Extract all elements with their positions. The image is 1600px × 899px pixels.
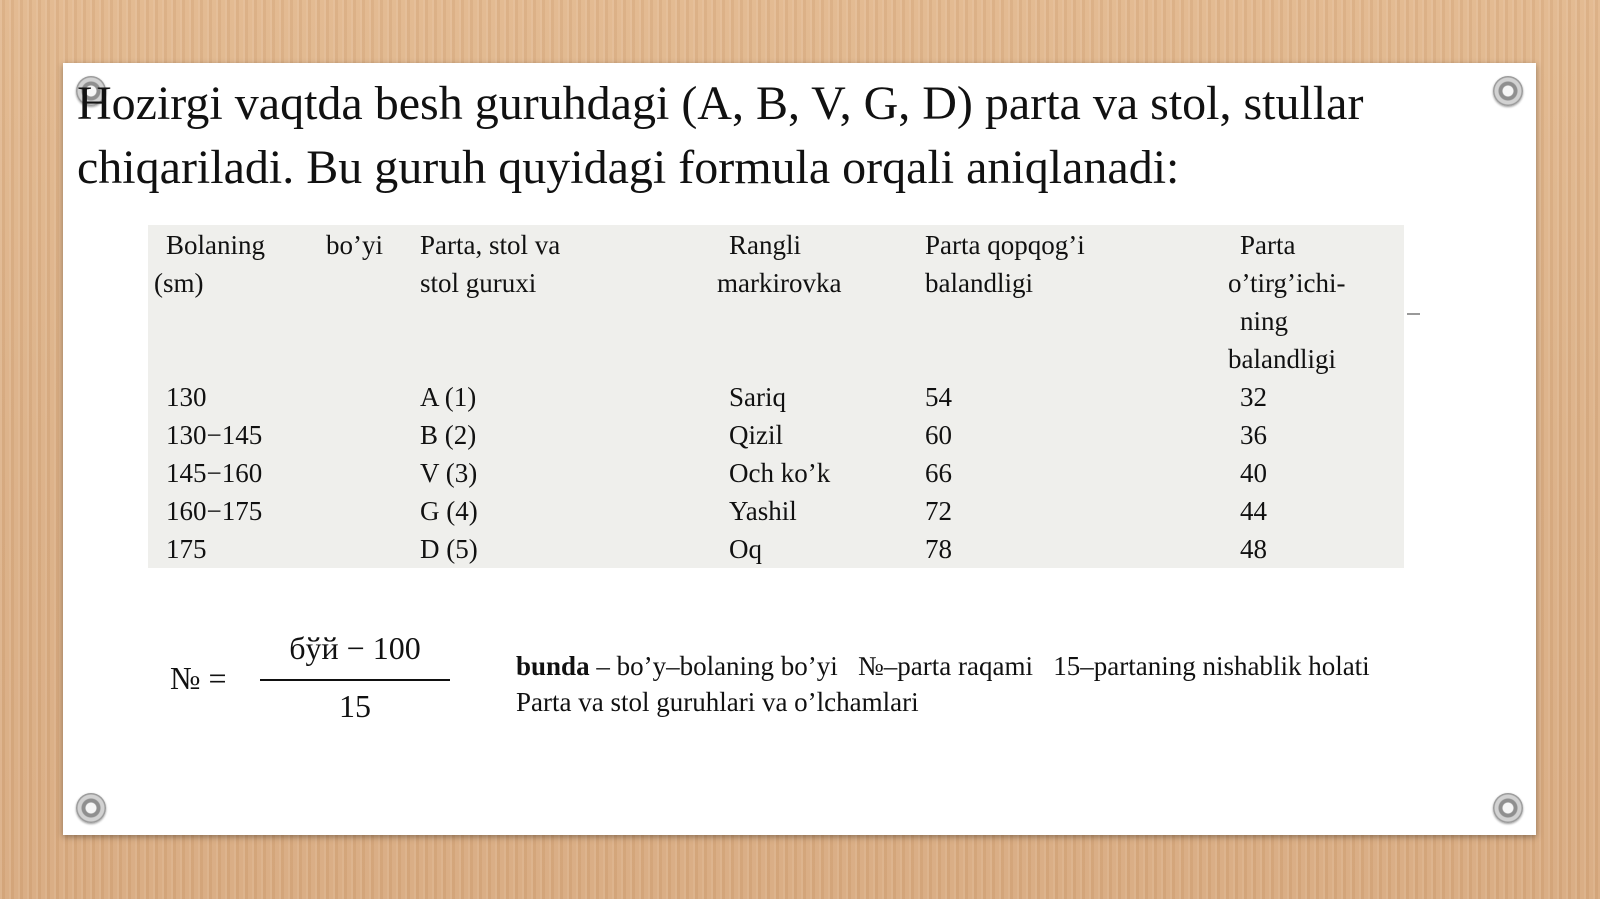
table-cell: V (3) xyxy=(420,458,478,488)
table-cell: Yashil xyxy=(729,496,797,526)
table-cell: 48 xyxy=(1240,534,1267,564)
desk-number-formula xyxy=(170,630,460,730)
note-legend: – bo’y–bolaning bo’yi №–parta raqami 15–partaning nishablik holati xyxy=(589,651,1370,681)
stray-dash xyxy=(1407,313,1420,315)
formula-denominator: 15 xyxy=(339,688,371,724)
table-cell: 78 xyxy=(925,534,952,564)
formula-explanation xyxy=(516,648,1370,720)
table-cell: Qizil xyxy=(729,420,783,450)
header-lid-line1: Parta qopqog’i xyxy=(925,230,1085,260)
table-cell: 145−160 xyxy=(166,458,263,488)
slide-title: Hozirgi vaqtda besh guruhdagi (A, B, V, G, D) parta va stol, stullar chiqariladi. Bu guruh quyidagi formula orqali aniqlanadi: xyxy=(77,77,1364,194)
header-seat-line1: Parta xyxy=(1240,230,1296,260)
header-seat-line4: balandligi xyxy=(1228,344,1336,374)
header-height-word1: Bolaning xyxy=(166,230,265,260)
table-cell: 40 xyxy=(1240,458,1267,488)
table-cell: 130 xyxy=(166,382,207,412)
table-cell: 66 xyxy=(925,458,952,488)
header-seat-line3: ning xyxy=(1240,306,1289,336)
table-cell: 130−145 xyxy=(166,420,263,450)
fraction-bar xyxy=(260,679,450,681)
header-height-word2: bo’yi xyxy=(326,230,383,260)
header-group-line2: stol guruxi xyxy=(420,268,537,298)
note-caption: Parta va stol guruhlari va o’lchamlari xyxy=(516,687,919,717)
header-lid-line2: balandligi xyxy=(925,268,1033,298)
table-cell: 36 xyxy=(1240,420,1267,450)
table-cell: Oq xyxy=(729,534,762,564)
header-seat-line2: o’tirg’ichi- xyxy=(1228,268,1346,298)
header-color-line2: markirovka xyxy=(717,268,842,298)
table-cell: A (1) xyxy=(420,382,477,412)
formula-numerator: бўй − 100 xyxy=(289,630,421,666)
header-height-unit: (sm) xyxy=(154,268,204,298)
table-cell: D (5) xyxy=(420,534,478,564)
header-color-line1: Rangli xyxy=(729,230,801,260)
table-cell: 32 xyxy=(1240,382,1267,412)
pin-bottom-right-icon xyxy=(1493,793,1523,823)
table-cell: 160−175 xyxy=(166,496,263,526)
formula-lhs: № = xyxy=(170,660,227,696)
table-cell: G (4) xyxy=(420,496,478,526)
table-cell: 60 xyxy=(925,420,952,450)
note-bold-word: bunda xyxy=(516,651,590,681)
table-cell: 175 xyxy=(166,534,207,564)
table-cell: 72 xyxy=(925,496,952,526)
table-cell: 54 xyxy=(925,382,952,412)
table-cell: Och ko’k xyxy=(729,458,831,488)
table-cell: B (2) xyxy=(420,420,477,450)
pin-bottom-left-icon xyxy=(76,793,106,823)
table-cell: 44 xyxy=(1240,496,1267,526)
header-group-line1: Parta, stol va xyxy=(420,230,561,260)
table-cell: Sariq xyxy=(729,382,786,412)
